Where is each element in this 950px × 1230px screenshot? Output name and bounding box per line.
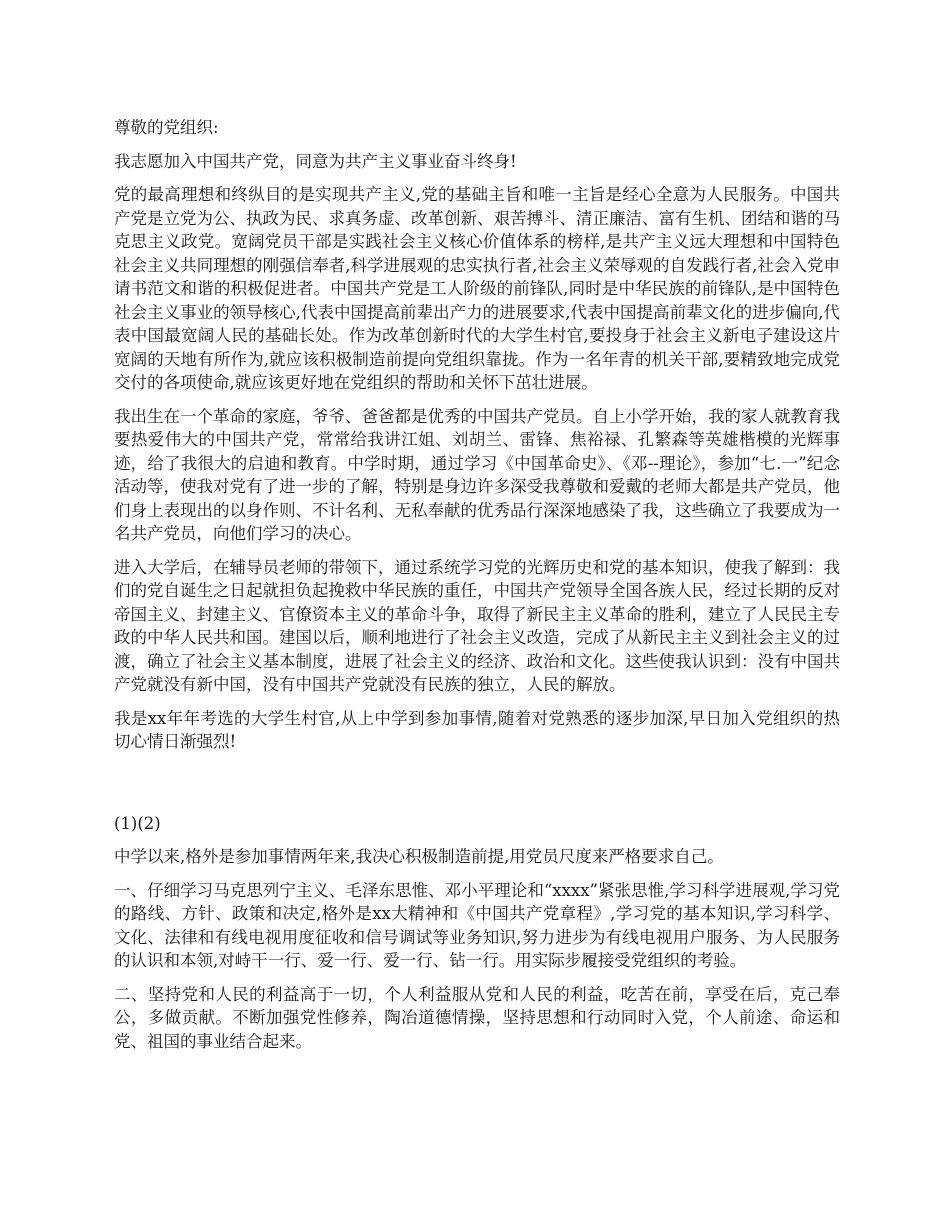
- paragraph-village-official: 我是xx年年考选的大学生村官,从上中学到参加事情,随着对党熟悉的逐步加深,早日加入党组织的热切心情日渐强烈!: [114, 708, 840, 751]
- paragraph-point-one: 一、仔细学习马克思列宁主义、毛泽东思惟、邓小平理论和“xxxx”紧张思惟,学习科学进展观,学习党的路线、方针、政策和决定,格外是xx大精神和《中国共产党章程》,学习党的基本知识,学习科学、文化、法律和有线电视用度征收和信号调试等业务知识,努力进步为有线电视用户服务、为人民服务的认识和本领,对峙干一行、爱一行、爱一行、钻一行。用实际步履接受党组织的考验。: [114, 880, 840, 970]
- paragraph-point-two: 二、坚持党和人民的利益高于一切，个人利益服从党和人民的利益，吃苦在前，享受在后，克己奉公，多做贡献。不断加强党性修养，陶冶道德情操，坚持思想和行动同时入党，个人前途、命运和党、祖国的事业结合起来。: [114, 984, 840, 1051]
- paragraph-university: 进入大学后，在辅导员老师的带领下，通过系统学习党的光辉历史和党的基本知识，使我了解到：我们的党自诞生之日起就担负起挽救中华民族的重任，中国共产党领导全国各族人民，经过长期的反对帝国主义、封建主义、官僚资本主义的革命斗争，取得了新民主主义革命的胜利，建立了人民民主专政的中华人民共和国。建国以后，顺利地进行了社会主义改造，完成了从新民主主义到社会主义的过渡，确立了社会主义基本制度，进展了社会主义的经济、政治和文化。这些使我认识到：没有中国共产党就没有新中国，没有中国共产党就没有民族的独立，人民的解放。: [114, 557, 840, 694]
- declaration: 我志愿加入中国共产党，同意为共产主义事业奋斗终身!: [114, 151, 517, 171]
- application-letter: [114, 116, 840, 1063]
- paragraph-family-background: 我出生在一个革命的家庭，爷爷、爸爸都是优秀的中国共产党员。自上小学开始，我的家人就教育我要热爱伟大的中国共产党，常常给我讲江姐、刘胡兰、雷锋、焦裕禄、孔繁森等英雄楷模的光辉事迹，给了我很大的启迪和教育。中学时期，通过学习《中国革命史》、《邓--理论》，参加“七.一”纪念活动等，使我对党有了进一步的了解，特别是身边许多深受我尊敬和爱戴的老师大都是共产党员，他们身上表现出的以身作则、不计名利、无私奉献的优秀品行深深地感染了我，这些确立了我要成为一名共产党员，向他们学习的决心。: [114, 406, 840, 543]
- paragraph-ideals: 党的最高理想和终纵目的是实现共产主义,党的基础主旨和唯一主旨是经心全意为人民服务。中国共产党是立党为公、执政为民、求真务虚、改革创新、艰苦搏斗、清正廉洁、富有生机、团结和谐的马克思主义政党。宽阔党员干部是实践社会主义核心价值体系的榜样,是共产主义远大理想和中国特色社会主义共同理想的刚强信奉者,科学进展观的忠实执行者,社会主义荣辱观的自发践行者,社会入党申请书范文和谐的积极促进者。中国共产党是工人阶级的前锋队,同时是中华民族的前锋队,是中国特色社会主义事业的领导核心,代表中国提高前辈出产力的进展要求,代表中国提高前辈文化的进步偏向,代表中国最宽阔人民的基础长处。作为改革创新时代的大学生村官,要投身于社会主义新电子建设这片宽阔的天地有所作为,就应该积极制造前提向党组织靠拢。作为一名年青的机关干部,要精致地完成党交付的各项使命,就应该更好地在党组织的帮助和关怀下茁壮进展。: [114, 185, 840, 392]
- section-gap: [114, 764, 840, 812]
- section-marker: (1)(2): [114, 813, 161, 833]
- salutation: 尊敬的党组织:: [114, 118, 219, 137]
- paragraph-commitment: 中学以来,格外是参加事情两年来,我决心积极制造前提,用党员尺度来严格要求自己。: [114, 847, 724, 866]
